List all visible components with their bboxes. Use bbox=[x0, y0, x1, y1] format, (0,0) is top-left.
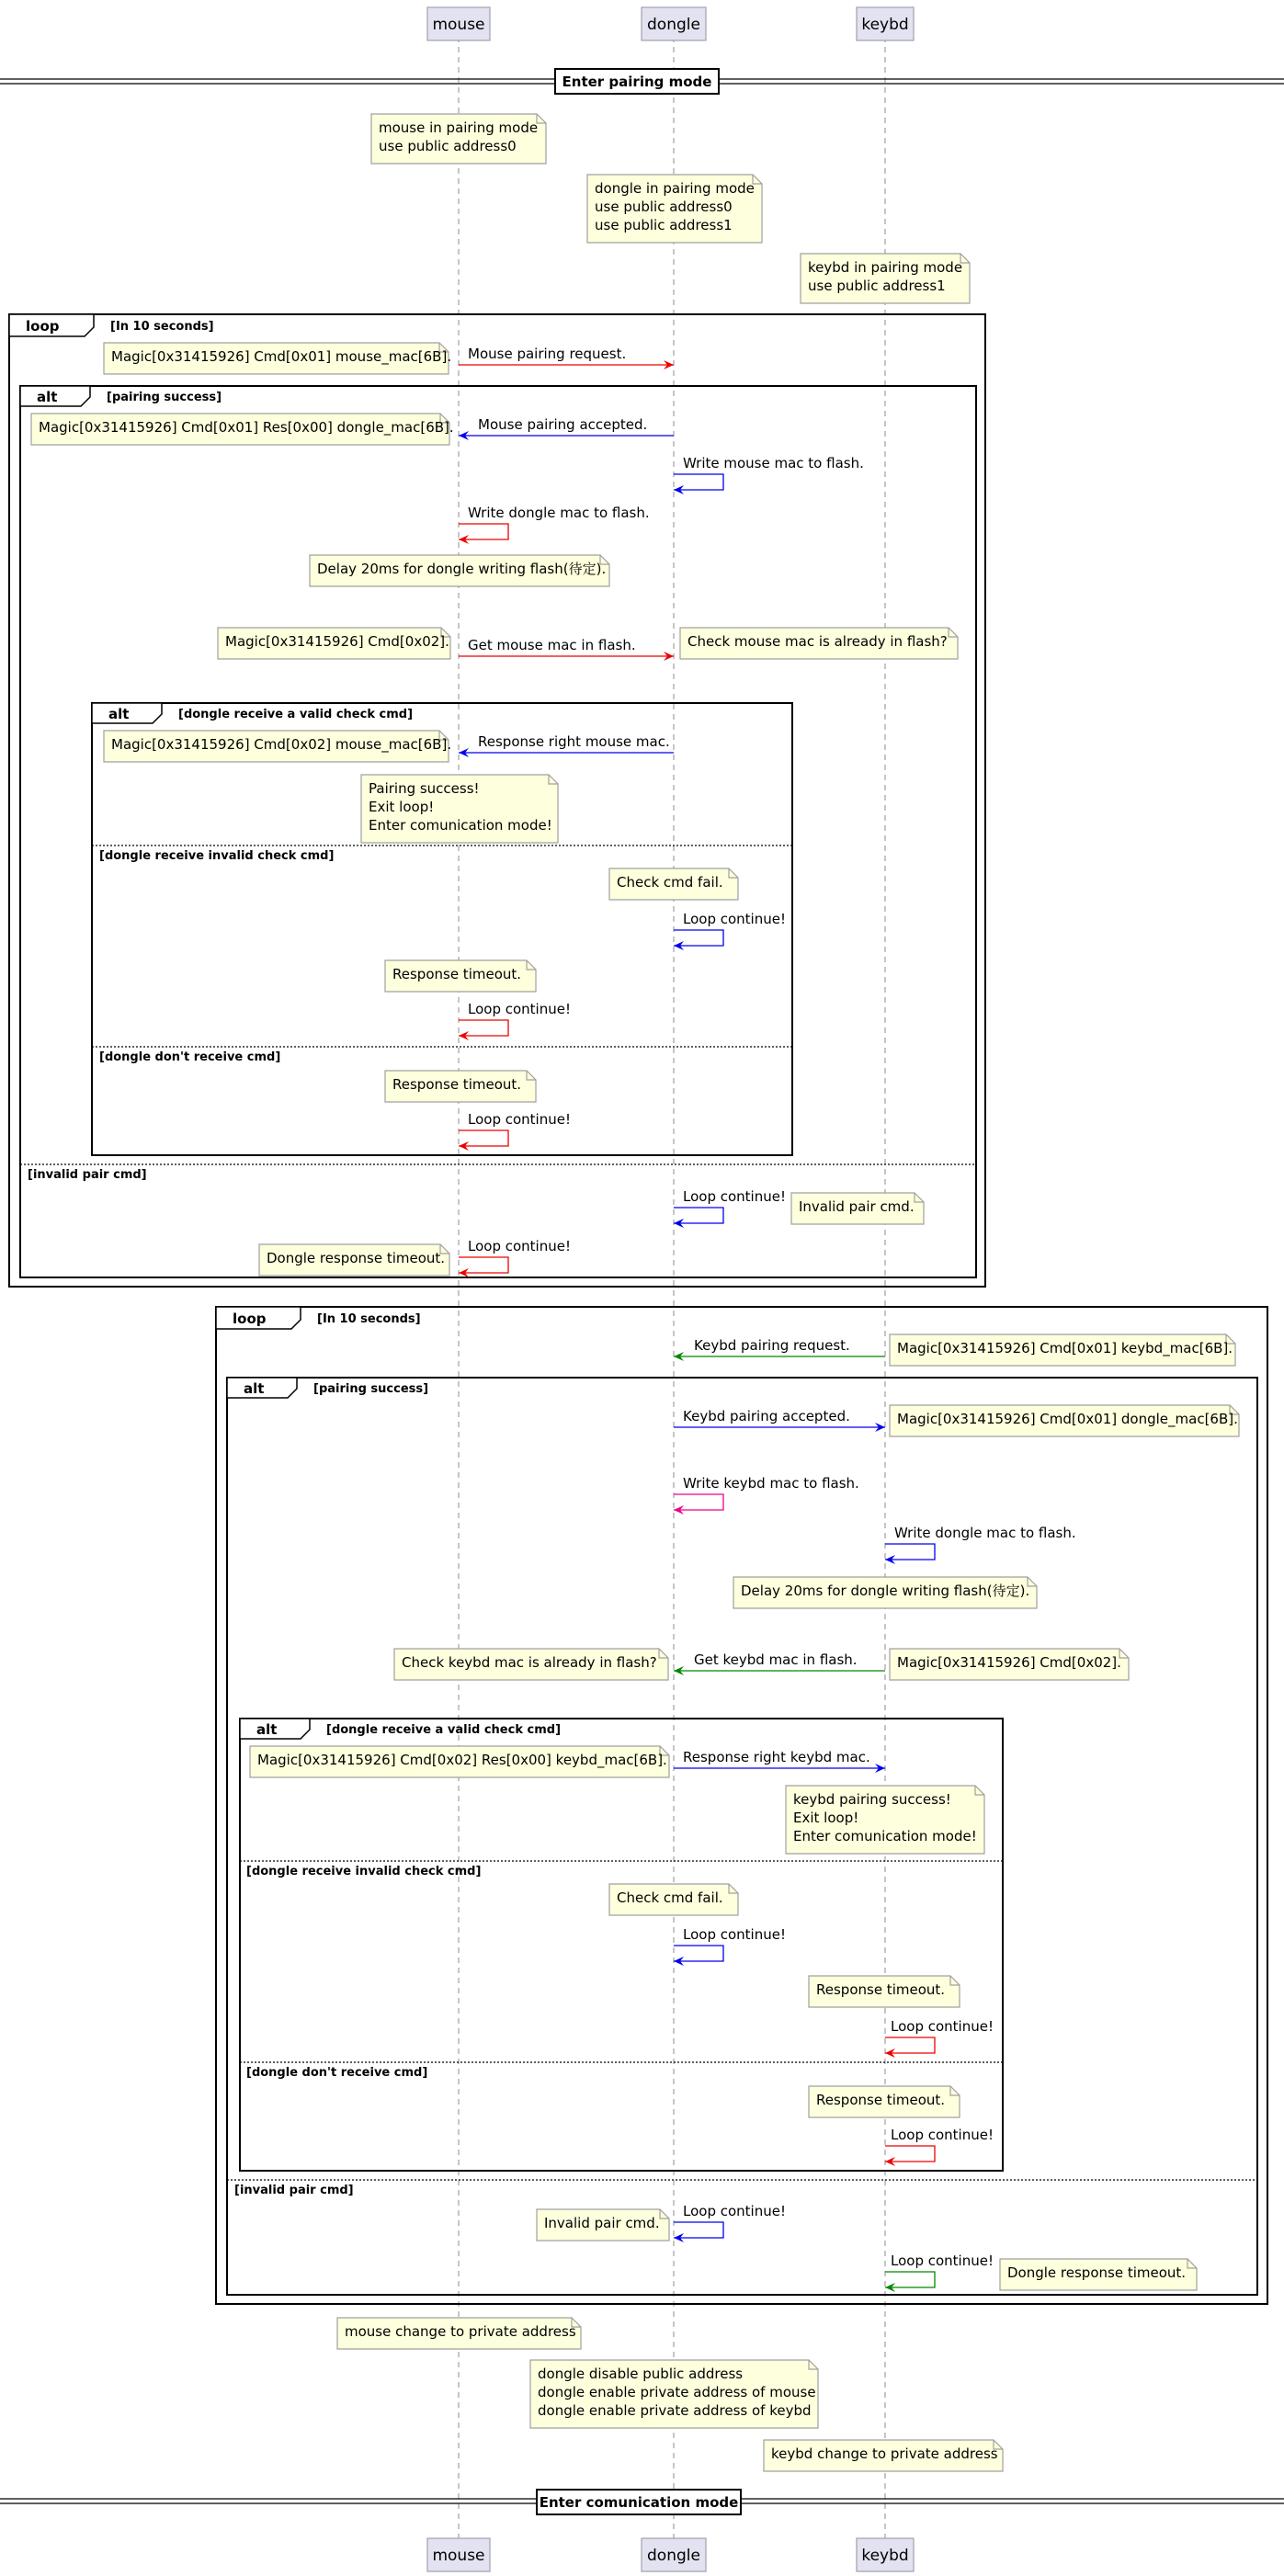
participant-keybd-bottom bbox=[857, 2538, 914, 2571]
note bbox=[361, 775, 558, 843]
message-label: Write keybd mac to flash. bbox=[683, 1475, 859, 1492]
frame-alt-2 bbox=[227, 1378, 1257, 2295]
frame-keyword: alt bbox=[108, 706, 130, 722]
note-line: use public address1 bbox=[808, 278, 946, 294]
frame-keyword: alt bbox=[256, 1721, 278, 1738]
message-keybd-pairing-request bbox=[674, 1337, 885, 1356]
self-message-write-dongle-mac bbox=[459, 505, 650, 539]
note-line: Enter comunication mode! bbox=[793, 1828, 977, 1844]
note bbox=[680, 628, 958, 659]
note-line: Magic[0x31415926] Cmd[0x01] mouse_mac[6B]. bbox=[111, 348, 452, 365]
note-line: Response timeout. bbox=[816, 1981, 946, 1998]
frame-condition: [In 10 seconds] bbox=[317, 1312, 421, 1326]
participant-label: keybd bbox=[861, 2547, 909, 2565]
frame-keyword: alt bbox=[244, 1380, 265, 1397]
separator-label: [dongle don't receive cmd] bbox=[246, 2066, 428, 2080]
message-label: Keybd pairing accepted. bbox=[683, 1408, 850, 1424]
message-label: Response right mouse mac. bbox=[478, 733, 670, 750]
note bbox=[609, 1884, 738, 1915]
separator-label: [invalid pair cmd] bbox=[234, 2184, 354, 2197]
message-label: Loop continue! bbox=[468, 1111, 571, 1128]
note-line: Magic[0x31415926] Cmd[0x01] dongle_mac[6B]. bbox=[897, 1411, 1238, 1427]
self-message-loop-continue bbox=[674, 2203, 786, 2238]
self-message-loop-continue bbox=[459, 1111, 571, 1146]
divider-enter-comm bbox=[0, 2490, 1284, 2514]
note-line: Delay 20ms for dongle writing flash(待定). bbox=[317, 561, 607, 577]
divider-label: Enter pairing mode bbox=[562, 74, 712, 90]
note-line: use public address0 bbox=[595, 199, 733, 215]
frame-keyword: loop bbox=[233, 1311, 267, 1327]
message-label: Write dongle mac to flash. bbox=[468, 505, 650, 521]
note-line: Dongle response timeout. bbox=[1007, 2264, 1187, 2281]
participant-label: dongle bbox=[647, 2547, 700, 2565]
note bbox=[537, 2209, 669, 2241]
note-line: Magic[0x31415926] Cmd[0x01] keybd_mac[6B]. bbox=[897, 1340, 1233, 1356]
separator-label: [dongle receive invalid check cmd] bbox=[99, 849, 335, 863]
participant-mouse-bottom bbox=[427, 2538, 490, 2571]
participant-dongle-top bbox=[642, 7, 706, 40]
message-label: Keybd pairing request. bbox=[694, 1337, 850, 1354]
separator-label: [dongle don't receive cmd] bbox=[99, 1050, 281, 1064]
note-line: keybd in pairing mode bbox=[808, 259, 963, 276]
message-label: Loop continue! bbox=[468, 1001, 571, 1017]
note-line: Magic[0x31415926] Cmd[0x02] mouse_mac[6B]. bbox=[111, 736, 452, 753]
frame-condition: [dongle receive a valid check cmd] bbox=[178, 708, 414, 721]
separator bbox=[92, 1047, 792, 1064]
note-line: Dongle response timeout. bbox=[267, 1250, 446, 1266]
note-line: Check cmd fail. bbox=[617, 874, 723, 891]
note-line: Invalid pair cmd. bbox=[799, 1198, 915, 1215]
participant-label: mouse bbox=[432, 2547, 485, 2565]
message-label: Loop continue! bbox=[683, 1926, 786, 1943]
note-line: Exit loop! bbox=[793, 1810, 859, 1826]
note-line: mouse change to private address bbox=[345, 2323, 576, 2340]
note-line: Check keybd mac is already in flash? bbox=[402, 1654, 657, 1671]
message-label: Mouse pairing accepted. bbox=[478, 416, 648, 433]
note-line: Delay 20ms for dongle writing flash(待定). bbox=[741, 1583, 1030, 1599]
message-label: Loop continue! bbox=[891, 2018, 994, 2035]
message-get-mouse-mac bbox=[459, 637, 674, 656]
note-line: use public address1 bbox=[595, 217, 733, 233]
note bbox=[786, 1786, 984, 1854]
note bbox=[530, 2360, 818, 2428]
note bbox=[218, 628, 450, 659]
self-message-loop-continue bbox=[459, 1238, 571, 1273]
note bbox=[371, 114, 546, 164]
note bbox=[385, 960, 536, 992]
note bbox=[890, 1649, 1129, 1680]
self-message-loop-continue bbox=[885, 2018, 994, 2053]
message-label: Loop continue! bbox=[891, 2127, 994, 2143]
separator bbox=[20, 1164, 976, 1182]
note-line: Exit loop! bbox=[369, 799, 435, 815]
note-line: Magic[0x31415926] Cmd[0x02] Res[0x00] keybd_mac[6B]. bbox=[257, 1752, 667, 1768]
self-message-loop-continue bbox=[459, 1001, 571, 1036]
note-line: Invalid pair cmd. bbox=[544, 2215, 660, 2231]
note-line: Enter comunication mode! bbox=[369, 817, 552, 834]
note bbox=[801, 254, 970, 303]
separator-label: [invalid pair cmd] bbox=[28, 1168, 147, 1182]
note-line: Magic[0x31415926] Cmd[0x02]. bbox=[897, 1654, 1121, 1671]
separator bbox=[92, 845, 792, 863]
note-line: Magic[0x31415926] Cmd[0x02]. bbox=[225, 633, 449, 650]
message-label: Loop continue! bbox=[683, 911, 786, 927]
participant-label: keybd bbox=[861, 16, 909, 34]
note-line: keybd pairing success! bbox=[793, 1791, 951, 1808]
self-message-loop-continue bbox=[885, 2253, 994, 2287]
message-response-right-mouse-mac bbox=[459, 733, 674, 753]
note bbox=[385, 1071, 536, 1102]
note bbox=[791, 1193, 924, 1224]
participant-label: mouse bbox=[432, 16, 485, 34]
note bbox=[250, 1746, 669, 1777]
note-line: Check cmd fail. bbox=[617, 1889, 723, 1906]
self-message-loop-continue bbox=[674, 1188, 786, 1223]
note-line: dongle in pairing mode bbox=[595, 180, 755, 197]
note-line: mouse in pairing mode bbox=[379, 119, 539, 136]
participant-label: dongle bbox=[647, 16, 700, 34]
message-label: Write mouse mac to flash. bbox=[683, 455, 864, 471]
message-label: Loop continue! bbox=[683, 2203, 786, 2219]
note bbox=[259, 1244, 449, 1276]
note-line: Pairing success! bbox=[369, 780, 480, 797]
notes bbox=[31, 114, 1239, 2471]
separator bbox=[227, 2180, 1257, 2197]
message-label: Get keybd mac in flash. bbox=[694, 1651, 858, 1668]
message-label: Loop continue! bbox=[683, 1188, 786, 1205]
divider-label: Enter comunication mode bbox=[539, 2494, 739, 2511]
note bbox=[764, 2440, 1003, 2471]
frame-condition: [pairing success] bbox=[313, 1382, 429, 1396]
self-message-loop-continue bbox=[674, 911, 786, 946]
message-label: Write dongle mac to flash. bbox=[894, 1525, 1076, 1541]
message-label: Mouse pairing request. bbox=[468, 346, 627, 362]
note bbox=[31, 414, 454, 445]
message-mouse-pairing-request bbox=[459, 346, 674, 365]
divider-enter-pairing bbox=[0, 69, 1284, 94]
note bbox=[609, 868, 738, 900]
note bbox=[104, 343, 451, 374]
note-line: Magic[0x31415926] Cmd[0x01] Res[0x00] dongle_mac[6B]. bbox=[39, 419, 454, 436]
self-message-write-keybd-mac bbox=[674, 1475, 859, 1510]
note bbox=[394, 1649, 668, 1680]
note bbox=[337, 2318, 581, 2349]
frame-condition: [pairing success] bbox=[107, 391, 222, 404]
frame-condition: [In 10 seconds] bbox=[110, 320, 214, 334]
frame-keyword: alt bbox=[37, 389, 58, 405]
self-message-loop-continue bbox=[674, 1926, 786, 1961]
message-label: Loop continue! bbox=[891, 2253, 994, 2269]
note-line: dongle enable private address of mouse bbox=[538, 2384, 816, 2400]
separator bbox=[240, 1861, 1003, 1878]
message-keybd-pairing-accepted bbox=[674, 1408, 885, 1427]
message-label: Get mouse mac in flash. bbox=[468, 637, 636, 653]
message-label: Response right keybd mac. bbox=[683, 1749, 870, 1765]
separator-label: [dongle receive invalid check cmd] bbox=[246, 1865, 482, 1878]
note-line: use public address0 bbox=[379, 138, 517, 154]
message-label: Loop continue! bbox=[468, 1238, 571, 1254]
message-mouse-pairing-accepted bbox=[459, 416, 674, 436]
note bbox=[890, 1334, 1235, 1366]
self-message-loop-continue bbox=[885, 2127, 994, 2162]
note-line: dongle disable public address bbox=[538, 2366, 744, 2382]
note-line: dongle enable private address of keybd bbox=[538, 2402, 812, 2419]
participant-mouse-top bbox=[427, 7, 490, 40]
note bbox=[890, 1405, 1239, 1436]
self-message-write-mouse-mac bbox=[674, 455, 864, 490]
note-line: Response timeout. bbox=[392, 966, 522, 982]
frame-loop-2 bbox=[216, 1307, 1267, 2304]
note bbox=[104, 731, 451, 762]
frame-keyword: loop bbox=[26, 318, 60, 335]
note-line: Response timeout. bbox=[816, 2092, 946, 2108]
note-line: Check mouse mac is already in flash? bbox=[687, 633, 948, 650]
message-response-right-keybd-mac bbox=[674, 1749, 885, 1768]
note bbox=[733, 1577, 1037, 1608]
note bbox=[587, 175, 762, 243]
note bbox=[809, 1976, 960, 2007]
separator bbox=[240, 2062, 1003, 2080]
note bbox=[809, 2086, 960, 2117]
note-line: keybd change to private address bbox=[771, 2445, 998, 2462]
participant-keybd-top bbox=[857, 7, 914, 40]
frame-condition: [dongle receive a valid check cmd] bbox=[326, 1723, 562, 1737]
note bbox=[1000, 2259, 1197, 2290]
participant-dongle-bottom bbox=[642, 2538, 706, 2571]
message-get-keybd-mac bbox=[674, 1651, 885, 1671]
self-message-write-dongle-mac bbox=[885, 1525, 1076, 1560]
note bbox=[310, 555, 609, 586]
note-line: Response timeout. bbox=[392, 1076, 522, 1093]
